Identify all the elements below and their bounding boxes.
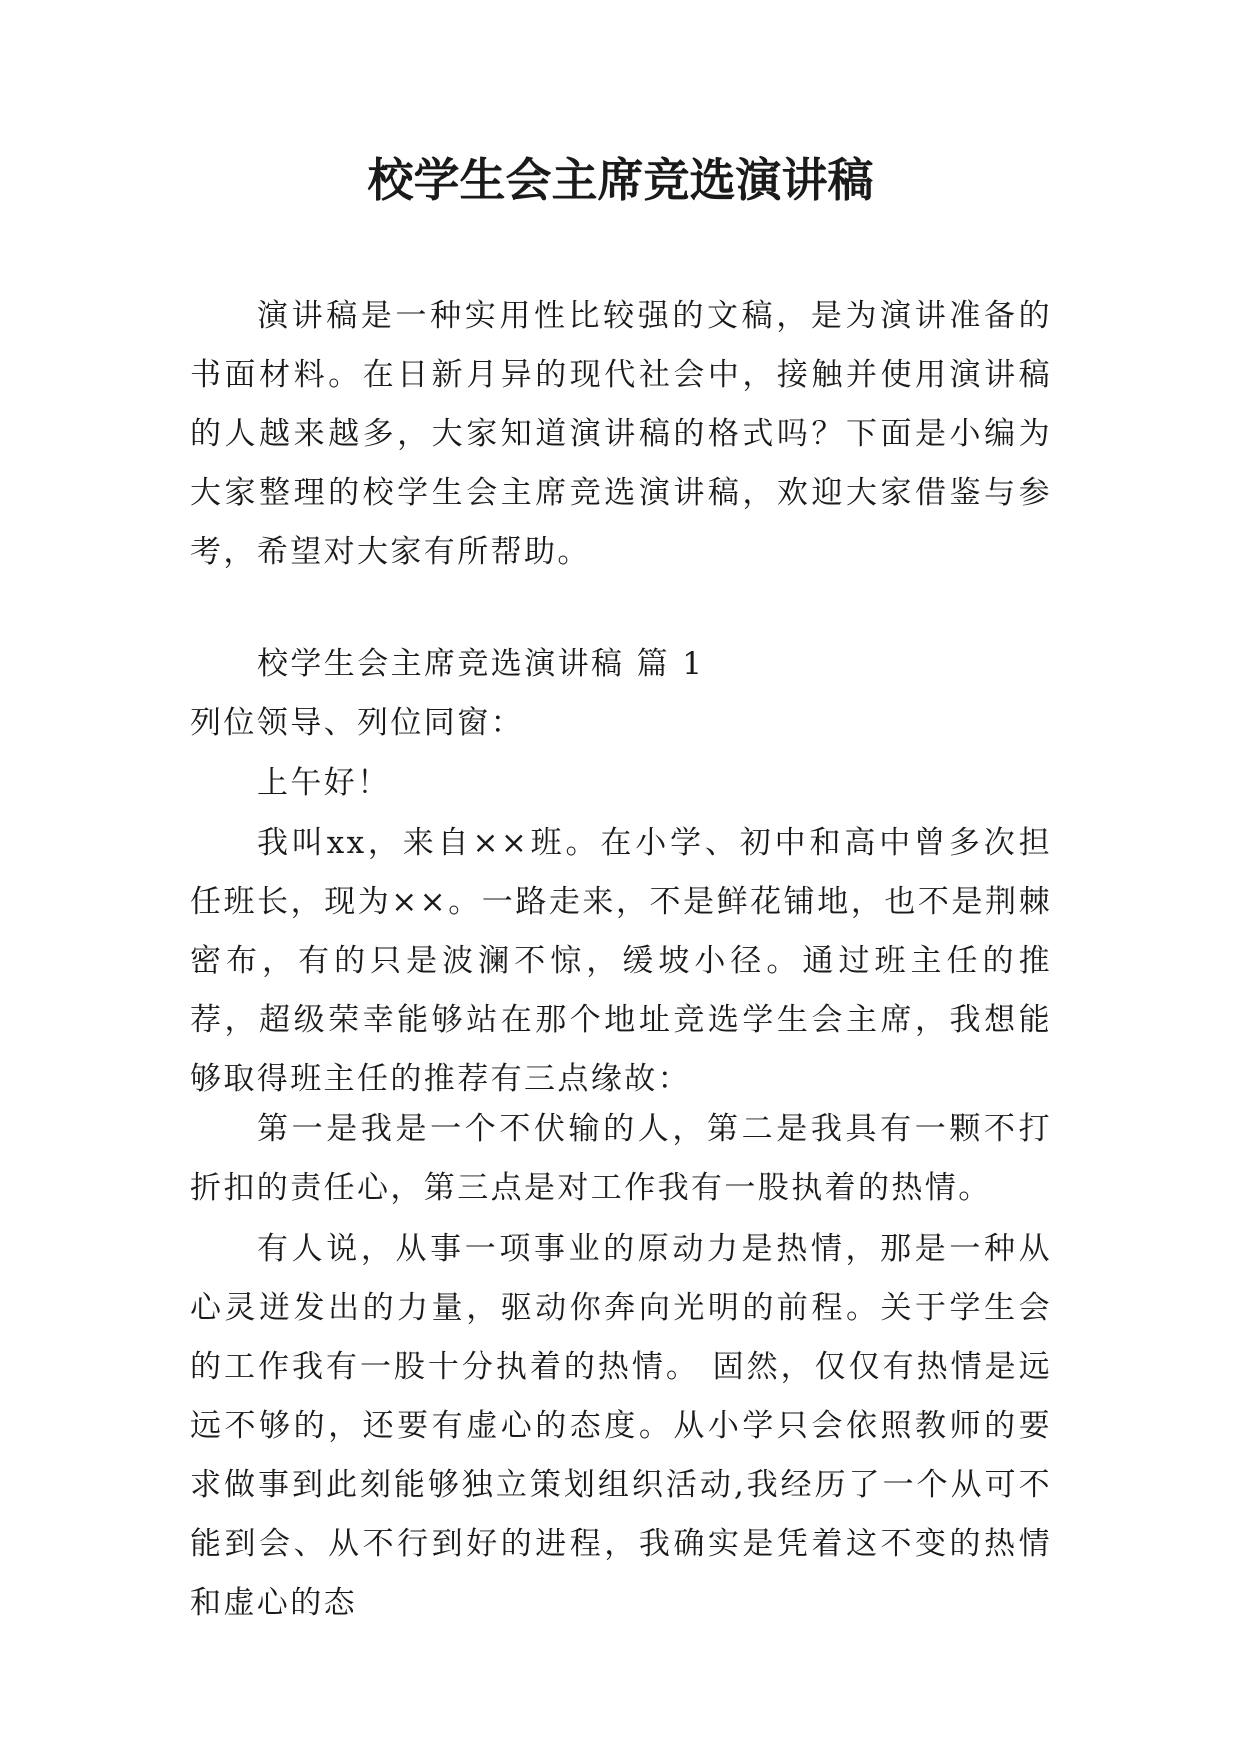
body-paragraph: 第一是我是一个不伏输的人，第二是我具有一颗不打折扣的责任心，第三点是对工作我有一股执着的热情。 — [190, 1111, 1052, 1206]
salutation: 列位领导、列位同窗： — [190, 705, 524, 741]
document-title: 校学生会主席竞选演讲稿 — [367, 153, 874, 207]
greeting: 上午好！ — [257, 765, 391, 801]
section-heading: 校学生会主席竞选演讲稿 篇 1 — [257, 646, 705, 682]
body-paragraph: 我叫xx，来自××班。在小学、初中和高中曾多次担任班长，现为××。一路走来，不是鲜花铺地，也不是荆棘密布，有的只是波澜不惊，缓坡小径。通过班主任的推荐，超级荣幸能够站在那个地址竞选学生会主席，我想能够取得班主任的推荐有三点缘故： — [190, 825, 1052, 1097]
intro-paragraph: 演讲稿是一种实用性比较强的文稿，是为演讲准备的书面材料。在日新月异的现代社会中，接触并使用演讲稿的人越来越多，大家知道演讲稿的格式吗？下面是小编为大家整理的校学生会主席竞选演讲稿，欢迎大家借鉴与参考，希望对大家有所帮助。 — [190, 298, 1052, 570]
body-paragraph: 有人说，从事一项事业的原动力是热情，那是一种从心灵迸发出的力量，驱动你奔向光明的前程。关于学生会的工作我有一股十分执着的热情。 固然，仅仅有热情是远远不够的，还要有虚心的态度。从小学只会依照教师的要求做事到此刻能够独立策划组织活动,我经历了一个从可不能到会、从不行到好的进程，我确实是凭着这不变的热情和虚心的态 — [190, 1231, 1052, 1621]
